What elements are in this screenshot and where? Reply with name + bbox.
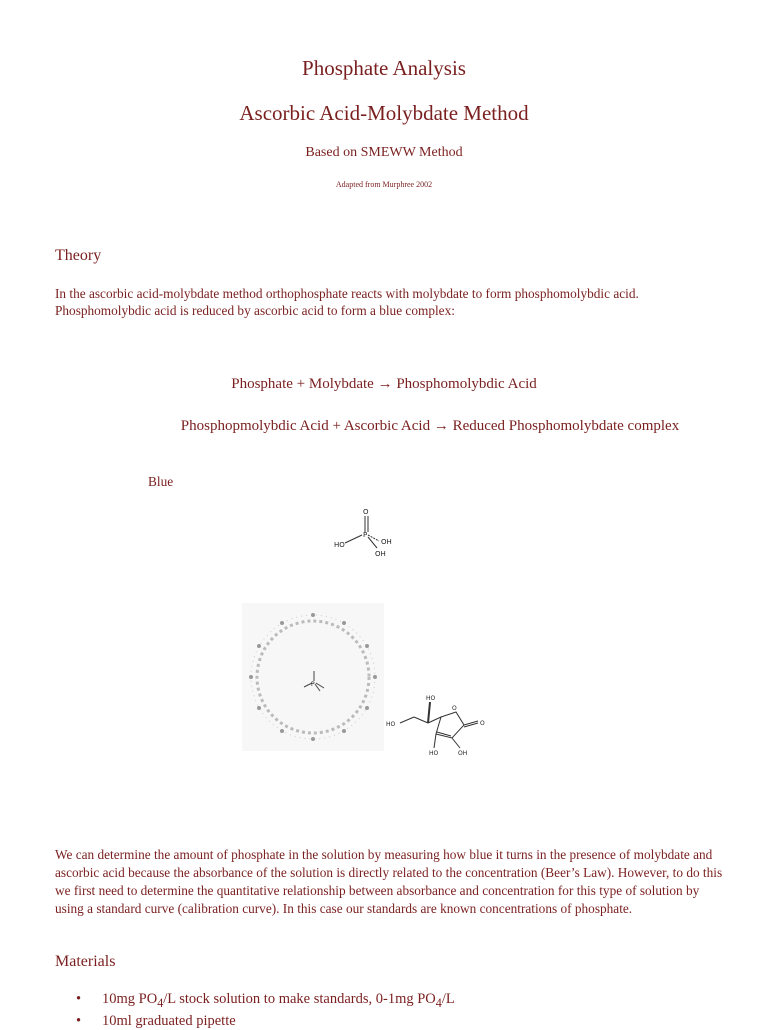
- materials-heading: Materials: [55, 953, 116, 970]
- ascorbic-carbonyl-o-label: O: [480, 720, 485, 727]
- phosphoric-p-label: P: [363, 531, 368, 539]
- ascorbic-oh-label: OH: [458, 750, 468, 757]
- page-subtitle: Ascorbic Acid-Molybdate Method: [239, 101, 529, 125]
- ascorbic-acid-structure: [386, 690, 496, 760]
- reaction-equation-2: Phosphopmolybdic Acid + Ascorbic Acid → Reduced Phosphomolybdate complex: [180, 418, 680, 434]
- phosphoric-oh-label: OH: [381, 538, 392, 546]
- page-title: Phosphate Analysis: [302, 56, 466, 80]
- ascorbic-ho-label-3: HO: [429, 750, 439, 757]
- phosphomolybdate-complex-structure: [242, 603, 384, 751]
- phosphoric-ho-label: HO: [334, 541, 345, 549]
- complex-p-label: P: [311, 681, 315, 688]
- phosphoric-oh-label-2: OH: [375, 550, 386, 558]
- explanation-paragraph: We can determine the amount of phosphate in the solution by measuring how blue it turns in the presence of molybdate and ascorbic acid because the absorbance of the solution is directly related to the concentration (Beer’s Law). However, to do this we first need to determine the quantitative relationship between absorbance and concentration for this type of solution by using a standard curve (calibration curve). In this case our standards are known concentrations of phosphate.: [55, 847, 723, 916]
- blue-label: Blue: [148, 474, 174, 489]
- phosphoric-o-label: O: [363, 508, 369, 516]
- ascorbic-ho-label-2: HO: [426, 695, 436, 702]
- based-on-note: Based on SMEWW Method: [305, 145, 463, 160]
- theory-paragraph: In the ascorbic acid-molybdate method orthophosphate reacts with molybdate to form phosphomolybdic acid. Phosphomolybdic acid is reduced by ascorbic acid to form a blue complex:: [55, 286, 639, 318]
- list-item: • 10ml graduated pipette: [76, 1012, 236, 1029]
- bullet-icon: •: [76, 1012, 82, 1029]
- phosphoric-acid-structure: [325, 505, 405, 560]
- reaction-equation-1: Phosphate + Molybdate → Phosphomolybdic Acid: [231, 376, 537, 392]
- ascorbic-ho-label-1: HO: [386, 721, 396, 728]
- adapted-note: Adapted from Murphree 2002: [335, 180, 433, 189]
- theory-heading: Theory: [55, 247, 102, 264]
- ascorbic-ring-o-label: O: [452, 705, 457, 712]
- list-item: • 10mg $PO_4/L$ stock solution to make standards, 0-1mg $PO_4/L$: [76, 991, 455, 1010]
- bullet-icon: •: [76, 991, 82, 1007]
